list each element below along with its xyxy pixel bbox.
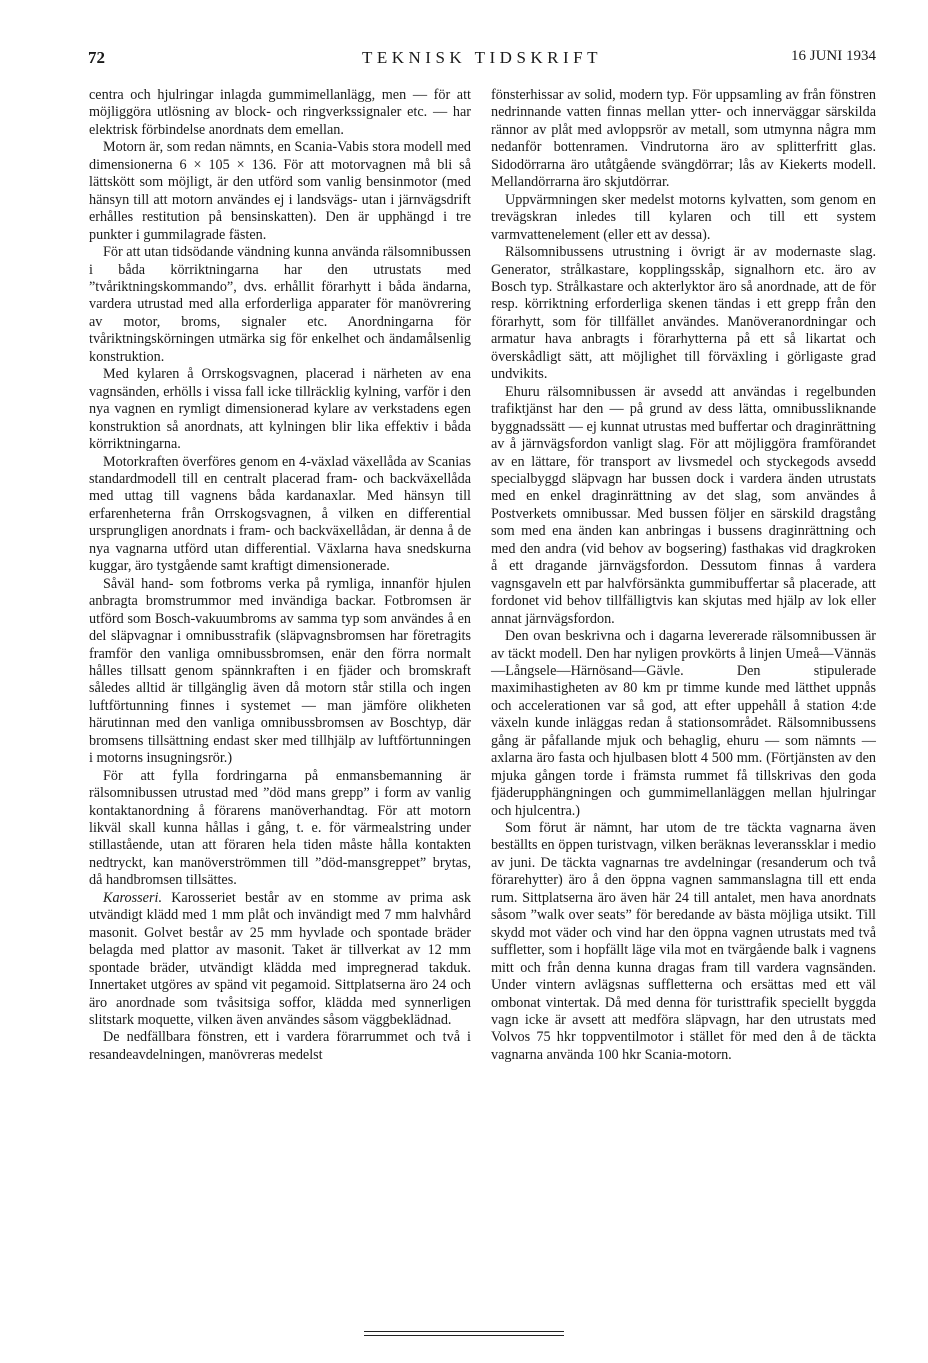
karosseri-label: Karosseri.	[103, 889, 162, 906]
left-column	[89, 87, 471, 1064]
paragraph: centra och hjulringar inlagda gummimellanlägg, men — för att möjliggöra utlösning av block- och ringverkssignaler etc. — har elektrisk förbindelse anordnats dem emellan.	[89, 87, 471, 138]
paragraph: De nedfällbara fönstren, ett i vardera förarrummet och två i resandeavdelningen, manövreras medelst	[89, 1029, 471, 1063]
paragraph: Motorn är, som redan nämnts, en Scania-Vabis stora modell med dimensionerna 6 × 105 × 136. För att motorvagnen må bli så lättskött som möjligt, är den utförd som vanlig bensinmotor (med hänsyn till att motorn användes ej i landsvägs- utan i järnvägsdrift erhålles restitution på bensinskatten). Den är upphängd i tre punkter i gummilagrade fästen.	[89, 139, 471, 243]
paragraph: fönsterhissar av solid, modern typ. För uppsamling av från fönstren nedrinnande vatten finnas mellan ytter- och innerväggar särskilda rännor av plåt med avloppsrör av metall, som utmynna några mm nedanför bottenramen. Vindrutorna äro av splitterfritt glas. Sidodörrarna äro utåtgående svängdörrar; lås av Kiekerts modell. Mellandörrarna äro skjutdörrar.	[491, 87, 876, 191]
paragraph: För att utan tidsödande vändning kunna använda rälsomnibussen i båda körriktningarna har den utrustats med ”tvåriktningskommando”, dvs. erhållit förarhytt i båda ändarna, vardera utrustad med alla erforderliga apparater för manövrering av motor, broms, signaler etc. Anordningarna för tvåriktningskörningen utmärka sig för enkelhet och ändamålsenlig konstruktion.	[89, 244, 471, 365]
paragraph: Motorkraften överföres genom en 4-växlad växellåda av Scanias standardmodell till en centralt placerad fram- och backväxellåda med uttag till vagnens båda kardanaxlar. Med hänsyn till erfarenheterna från Orrskogsvagnen, å vilken en differential ursprungligen anordnats i fram- och backväxellådan, är denna å de nya vagnarna utförd utan differential. Växlarna hava snedskurna kuggar, äro tystgående samt kraftigt dimensionerade.	[89, 453, 471, 575]
paragraph: Rälsomnibussens utrustning i övrigt är av modernaste slag. Generator, strålkastare, kopplingsskåp, signalhorn etc. äro av Bosch typ. Strålkastare och akterlyktor äro så anordnade, att de för resp. körriktning erforderliga skenen tändas i ett grepp från den förarhytt, som för tillfället användes. Manöveranordningar och armatur hava anbragts i förarhytterna på ett så likartat och överskådligt sätt, att möjlighet till förväxling i görligaste grad undvikits.	[491, 244, 876, 383]
page-header	[88, 48, 876, 70]
paragraph: För att fylla fordringarna på enmansbemanning är rälsomnibussen utrustad med ”död mans grepp” i form av vanlig kontaktanordning å förarens manöverhandtag. För att motorn likväl skall kunna hållas i gång, t. e. för värmealstring under stillastående, utan att föraren hela tiden måste hålla kontakten nedtryckt, kan manöverströmmen till ”död-mansgreppet” brytas, då handbromsen tillsättes.	[89, 767, 471, 889]
paragraph: Uppvärmningen sker medelst motorns kylvatten, som genom en trevägskran inledes till kylaren och till ett system varmvattenelement (eller ett av dessa).	[491, 191, 876, 243]
paragraph: Den ovan beskrivna och i dagarna levererade rälsomnibussen är av täckt modell. Den har nyligen provkörts å linjen Umeå—Vännäs—Långsele—Härnösand—Gävle. Den stipulerade maximihastigheten av 80 km pr timme kunde med lätthet uppnås och accelerationen var så god, att efter uppehåll å station 4:de växeln kunde inläggas redan å stationsområdet. Rälsomnibussens gång är påfallande mjuk och behaglig, ehuru — som nämnts — axlarna äro fasta och hjulbasen blott 4 500 mm. (Förtjänsten av den mjuka gången torde i främsta rummet få tillskrivas den goda fjäderupphängningen och gummimellanläggen mellan hjulringar och hjulcentra.)	[491, 628, 876, 819]
paragraph: Ehuru rälsomnibussen är avsedd att användas i regelbunden trafiktjänst har den — på grund av dess lätta, omnibussliknande byggnadssätt — ej kunnat utrustas med buffertar och draginrättning av å järnvägsfordon vanligt slag. För att möjliggöra framförandet av en lättare, för transport av livsmedel och styckegods avsedd specialbyggd släpvagn har bussen dock i vardera änden utrustats med en enkel draginrättning av det slag, som användes å Postverkets omnibussar. Med bussen följer en särskild dragstång som med ena änden kan anbringas i bussens draginrättning och med den andra (vid behov av bogsering) fasthakas vid dragkroken å ett dragande järnvägsfordon. Dessutom finnas å vardera vagnsgaveln ett par halvförsänkta gummibuffertar så placerade, att fordonet vid behov tillfälligtvis kan skjutas med hjälp av lok eller annat järnvägsfordon.	[491, 383, 876, 627]
paragraph: Såväl hand- som fotbroms verka på rymliga, innanför hjulen anbragta bromstrummor med invändiga backar. Fotbromsen är utförd som Bosch-vakuumbroms av samma typ som användes å en del släpvagnar i omnibusstrafik (släpvagnsbromsen har företragits framför den vanliga omnibussbromsen, enär den förra normalt hålles tillsatt genom spännkraften i en fjäder och bromskraft således alltid är tillgänglig även då motorn står stilla och ingen luftförtunning finnes i systemet — man jämföre olikheten härutinnan med den vanliga omnibussbromsen av Boschtyp, där bromsens tillsättning endast sker med tillhjälp av luftförtunningen i motorns insugningsrör.)	[89, 575, 471, 767]
paragraph: Som förut är nämnt, har utom de tre täckta vagnarna även beställts en öppen turistvagn, vilken beräknas leveranssklar i medio av juni. De täckta vagnarnas tre avdelningar (resanderum och två förarehytter) äro å den öppna vagnen sammanslagna till ett enda rum. Sittplatserna äro även här 24 till antalet, men hava anordnats såsom ”walk over seats” för beredande av bästa möjliga utsikt. Till skydd mot väder och vind har den öppna vagnen utrustats med två suffletter, som i hopfällt läge vila mot en tvärgående balk i vagnens mitt och från denna kunna dragas fram till vardera vagnsänden. Under vintern avlägsnas suffletterna och ersättas med ett väl ombonat vintertak. Då med denna för turisttrafik speciellt byggda vagn icke är avsett att medföra släpvagn, har den utrustats med Volvos 75 hkr toppventilmotor i stället för med den å de täckta vagnarna använda 100 hkr Scania-motorn.	[491, 820, 876, 1063]
end-rule-top	[364, 1331, 564, 1332]
end-rule-bottom	[364, 1335, 564, 1336]
paragraph: Med kylaren å Orrskogsvagnen, placerad i närheten av ena vagnsänden, erhölls i vissa fall icke tillräcklig kylning, varför i den nya vagnen en rymligt dimensionerad kylare av verkstadens egen konstruktion så anordnats, att kylningen blir lika effektiv i båda körriktningarna.	[89, 366, 471, 453]
paragraph-karosseri	[89, 890, 471, 1030]
journal-title: TEKNISK TIDSKRIFT	[361, 48, 603, 67]
paragraph-text: Karosseriet består av en stomme av prima ask utvändigt klädd med 1 mm plåt och invändigt med 7 mm halvhård masonit. Golvet består av 25 mm hyvlade och spontade bräder belagda med plattor av masonit. Taket är tillverkat av 12 mm spontade bräder, utvändigt klädda med impregnerad takduk. Innertaket utgöres av spänd vit pegamoid. Sittplatserna äro 24 och äro anordnade som tvåsitsiga soffor, klädda med synnerligen slitstark moquette, vilken även användes såsom väggbeklädnad.	[89, 889, 472, 1029]
page-number: 72	[88, 48, 105, 67]
right-column	[491, 87, 876, 1064]
issue-date: 16 JUNI 1934	[791, 48, 876, 64]
